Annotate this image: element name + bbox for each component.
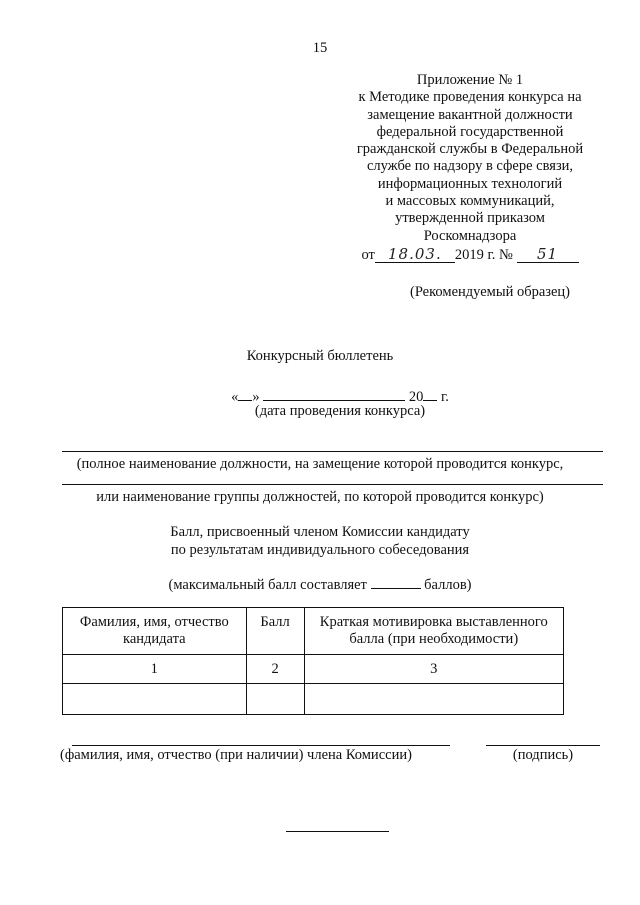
member-caption: (фамилия, имя, отчество (при наличии) члена Комиссии) xyxy=(60,747,412,763)
header-score: Балл xyxy=(246,608,304,655)
column-number: 2 xyxy=(246,655,304,684)
open-quote: « xyxy=(231,389,239,405)
header-motivation: Краткая мотивировка выставленного балла (при необходимости) xyxy=(304,608,563,655)
order-number-field xyxy=(517,244,579,263)
position-caption-2: или наименование группы должностей, по которой проводится конкурс) xyxy=(96,489,544,505)
appendix-line: Приложение № 1 xyxy=(416,72,524,88)
score-text-line: Балл, присвоенный членом Комиссии кандидату xyxy=(170,524,470,540)
appendix-line: информационных технологий xyxy=(377,175,563,192)
max-score xyxy=(0,573,640,594)
order-date-field xyxy=(375,244,455,263)
appendix-line: службе по надзору в сфере связи, xyxy=(366,158,574,175)
motivation-cell xyxy=(304,684,563,715)
position-caption-1: (полное наименование должности, на замещение которой проводится конкурс, xyxy=(76,456,564,472)
appendix-line: федеральной государственной xyxy=(376,123,564,140)
score-text xyxy=(0,523,640,559)
position-line-1 xyxy=(62,451,603,452)
appendix-line: замещение вакантной должности xyxy=(367,106,573,123)
member-name-line xyxy=(72,745,450,746)
header-candidate-name: Фамилия, имя, отчество кандидата xyxy=(63,608,247,655)
score-cell xyxy=(246,684,304,715)
order-prefix: от xyxy=(361,246,375,263)
order-year: 2019 г. № xyxy=(454,246,513,263)
max-score-prefix: (максимальный балл составляет xyxy=(168,577,367,593)
table-header-row xyxy=(63,608,564,655)
signature-line xyxy=(486,745,600,746)
day-blank xyxy=(238,385,252,401)
year-blank xyxy=(423,385,437,401)
appendix-line: гражданской службы в Федеральной xyxy=(356,141,584,158)
column-number: 3 xyxy=(304,655,563,684)
order-line xyxy=(330,244,610,264)
column-number: 1 xyxy=(63,655,247,684)
appendix-line: утвержденной приказом xyxy=(395,210,545,227)
appendix-line: к Методике проведения конкурса на xyxy=(358,89,582,106)
appendix-block xyxy=(330,72,610,264)
year-suffix: г. xyxy=(440,389,449,405)
signature-caption: (подпись) xyxy=(512,747,574,763)
sample-note: (Рекомендуемый образец) xyxy=(409,284,571,300)
score-text-line: по результатам индивидуального собеседования xyxy=(170,542,470,558)
appendix-line: и массовых коммуникаций, xyxy=(385,193,555,210)
candidates-table xyxy=(62,607,564,715)
candidate-name-cell xyxy=(63,684,247,715)
order-number-handwritten: 51 xyxy=(536,244,559,263)
table-row xyxy=(63,684,564,715)
appendix-line: Роскомнадзора xyxy=(423,227,517,244)
max-score-suffix: баллов) xyxy=(424,577,472,593)
month-blank xyxy=(263,385,405,401)
column-number-row xyxy=(63,655,564,684)
ballot-title: Конкурсный бюллетень xyxy=(246,348,394,364)
date-caption: (дата проведения конкурса) xyxy=(254,403,426,419)
max-score-blank xyxy=(371,573,421,589)
position-line-2 xyxy=(62,484,603,485)
order-date-handwritten: 18.03. xyxy=(388,244,442,263)
close-quote: » xyxy=(252,389,260,405)
year-prefix: 20 xyxy=(408,389,424,405)
end-divider xyxy=(286,831,389,832)
page-number: 15 xyxy=(312,40,328,56)
